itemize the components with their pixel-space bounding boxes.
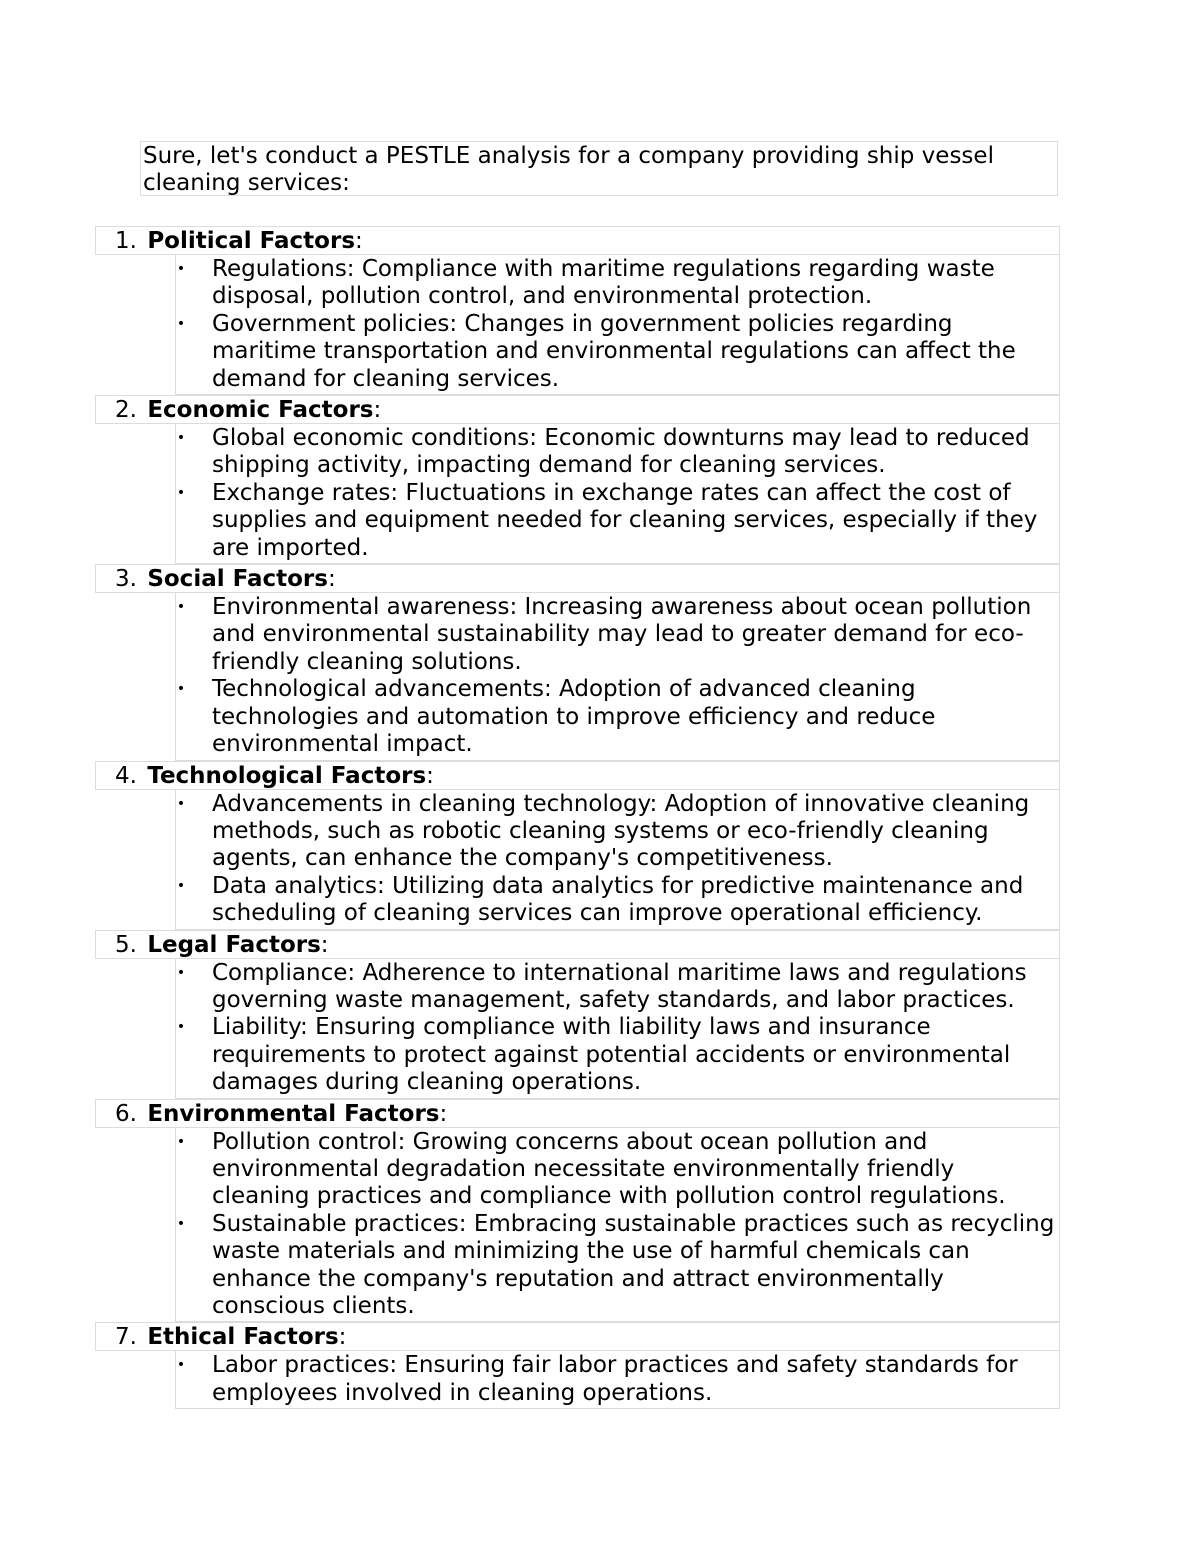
bullet-list — [175, 1351, 1060, 1409]
factor-title: Environmental Factors — [147, 1100, 440, 1127]
bullet-icon: • — [176, 1019, 186, 1036]
factor-colon: : — [327, 566, 336, 593]
bullet-text: Technological advancements: Adoption of advanced cleaning technologies and automation to improve efficiency and reduce environmental impact. — [212, 676, 936, 758]
bullet-text: Liability: Ensuring compliance with liability laws and insurance requirements to protect against potential accidents or environmental damages during cleaning operations. — [212, 1014, 1011, 1096]
factor-number: 3. — [115, 566, 137, 593]
factor-heading — [95, 1322, 1060, 1351]
factor-title: Political Factors — [147, 228, 356, 254]
factor-heading — [95, 395, 1060, 424]
bullet-text: Global economic conditions: Economic downturns may lead to reduced shipping activity, impacting demand for cleaning services. — [212, 425, 1030, 479]
bullet-icon: • — [176, 1215, 186, 1232]
bullet-item — [176, 1211, 1059, 1321]
factor-number: 5. — [115, 931, 137, 958]
pestle-list — [95, 226, 1060, 1409]
factor-heading — [95, 564, 1060, 593]
bullet-icon: • — [176, 261, 186, 277]
bullet-item — [176, 873, 1059, 928]
bullet-item — [176, 311, 1059, 393]
factor-colon: : — [439, 1100, 448, 1127]
factor-heading — [95, 761, 1060, 790]
bullet-text: Sustainable practices: Embracing sustainable practices such as recycling waste materials and minimizing the use of harmful chemicals can enhance the company's reputation and attract environmentally conscious clients. — [212, 1210, 1055, 1319]
factor-title: Technological Factors — [147, 762, 427, 789]
factor-economic — [95, 395, 1060, 564]
factor-environmental — [95, 1099, 1060, 1323]
bullet-list — [175, 424, 1060, 564]
bullet-text: Advancements in cleaning technology: Adoption of innovative cleaning methods, such as robotic cleaning systems or eco-friendly cleaning agents, can enhance the company's competitiveness. — [212, 790, 1030, 872]
factor-title: Legal Factors — [147, 931, 321, 958]
bullet-icon: • — [176, 484, 186, 501]
bullet-item — [176, 1129, 1059, 1211]
bullet-icon: • — [176, 1133, 186, 1150]
bullet-item — [176, 960, 1059, 1015]
factor-political — [95, 226, 1060, 395]
bullet-icon: • — [176, 964, 186, 981]
bullet-list — [175, 593, 1060, 760]
factor-heading — [95, 930, 1060, 959]
bullet-text: Regulations: Compliance with maritime regulations regarding waste disposal, pollution control, and environmental protection. — [212, 256, 995, 310]
factor-colon: : — [338, 1324, 347, 1351]
bullet-item — [176, 425, 1059, 480]
factor-number: 7. — [115, 1324, 137, 1351]
bullet-list — [175, 255, 1060, 395]
bullet-item — [176, 594, 1059, 676]
bullet-item — [176, 480, 1059, 562]
bullet-icon: • — [176, 1357, 186, 1374]
factor-colon: : — [426, 762, 434, 789]
bullet-icon: • — [176, 315, 186, 332]
factor-number: 6. — [115, 1100, 137, 1127]
factor-number: 4. — [115, 762, 137, 789]
bullet-item — [176, 1014, 1059, 1096]
bullet-list — [175, 1128, 1060, 1323]
factor-colon: : — [355, 228, 363, 254]
bullet-list — [175, 959, 1060, 1099]
bullet-icon: • — [176, 795, 186, 812]
factor-number: 2. — [115, 397, 137, 424]
bullet-text: Environmental awareness: Increasing awareness about ocean pollution and environmental sustainability may lead to greater demand for eco-friendly cleaning solutions. — [212, 594, 1032, 675]
intro-paragraph: Sure, let's conduct a PESTLE analysis for a company providing ship vessel cleaning services: — [140, 141, 1058, 196]
bullet-text: Exchange rates: Fluctuations in exchange rates can affect the cost of supplies and equipment needed for cleaning services, especially if they are imported. — [212, 479, 1038, 561]
factor-technological — [95, 761, 1060, 930]
factor-number: 1. — [115, 228, 137, 254]
bullet-icon: • — [176, 877, 186, 894]
factor-heading — [95, 226, 1060, 255]
bullet-list — [175, 790, 1060, 930]
bullet-text: Pollution control: Growing concerns about ocean pollution and environmental degradation necessitate environmentally friendly cleaning practices and compliance with pollution control regulations. — [212, 1128, 1006, 1210]
bullet-text: Labor practices: Ensuring fair labor practices and safety standards for employees involved in cleaning operations. — [212, 1352, 1018, 1406]
bullet-item — [176, 791, 1059, 873]
bullet-item — [176, 256, 1059, 311]
bullet-text: Government policies: Changes in government policies regarding maritime transportation and environmental regulations can affect the demand for cleaning services. — [212, 310, 1016, 392]
bullet-icon: • — [176, 430, 186, 447]
bullet-item — [176, 676, 1059, 758]
factor-ethical — [95, 1322, 1060, 1409]
factor-title: Social Factors — [147, 566, 328, 593]
bullet-text: Compliance: Adherence to international maritime laws and regulations governing waste management, safety standards, and labor practices. — [212, 959, 1027, 1013]
bullet-icon: • — [176, 681, 186, 698]
bullet-text: Data analytics: Utilizing data analytics for predictive maintenance and scheduling of cleaning services can improve operational efficiency. — [212, 872, 1024, 927]
factor-colon: : — [320, 931, 329, 958]
factor-title: Ethical Factors — [147, 1324, 339, 1351]
factor-legal — [95, 930, 1060, 1099]
factor-title: Economic Factors — [147, 397, 374, 424]
bullet-item — [176, 1352, 1059, 1407]
bullet-icon: • — [176, 599, 186, 616]
factor-social — [95, 564, 1060, 760]
factor-heading — [95, 1099, 1060, 1128]
factor-colon: : — [373, 397, 382, 424]
